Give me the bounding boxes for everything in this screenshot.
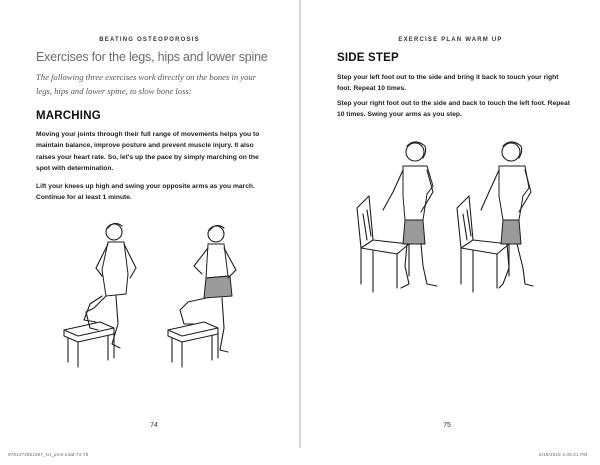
print-slug-date: 6/19/2019 4:46:21 PM xyxy=(539,452,588,457)
print-slug-file: 9781472961907_txt_print.indd 74-75 xyxy=(8,452,89,457)
heading-marching: MARCHING xyxy=(36,110,101,122)
paragraph-side-step-2: Step your right foot out to the side and back to touch the left foot. Repeat 10 times. Swing your arms as you step. xyxy=(337,100,570,119)
paragraph-marching-2: Lift your knees up high and swing your opposite arms as you march. Continue for at least 1 minute. xyxy=(36,183,255,202)
intro-text: The following three exercises work directly on the bones in your legs, hips and lower spine, to slow bone loss: xyxy=(36,72,257,96)
side-step-illustration-icon xyxy=(343,136,563,301)
paragraph-side-step-1: Step your left foot out to the side and bring it back to touch your right foot. Repeat 10 times. xyxy=(337,74,559,93)
right-page xyxy=(301,0,600,465)
running-head: BEATING OSTEOPOROSIS xyxy=(99,37,200,43)
left-page xyxy=(0,0,299,465)
marching-illustration-icon xyxy=(56,212,256,377)
page-number: 74 xyxy=(150,422,158,429)
page-number: 75 xyxy=(443,422,451,429)
running-head: EXERCISE PLAN WARM UP xyxy=(398,37,503,43)
paragraph-marching-1: Moving your joints through their full range of movements helps you to maintain balance, improve posture and prevent muscle injury. It also raises your heart rate. So, let's up the pace by simply marching on the spot with determination. xyxy=(36,131,260,173)
section-title: Exercises for the legs, hips and lower spine xyxy=(36,50,268,64)
heading-side-step: SIDE STEP xyxy=(337,52,399,64)
